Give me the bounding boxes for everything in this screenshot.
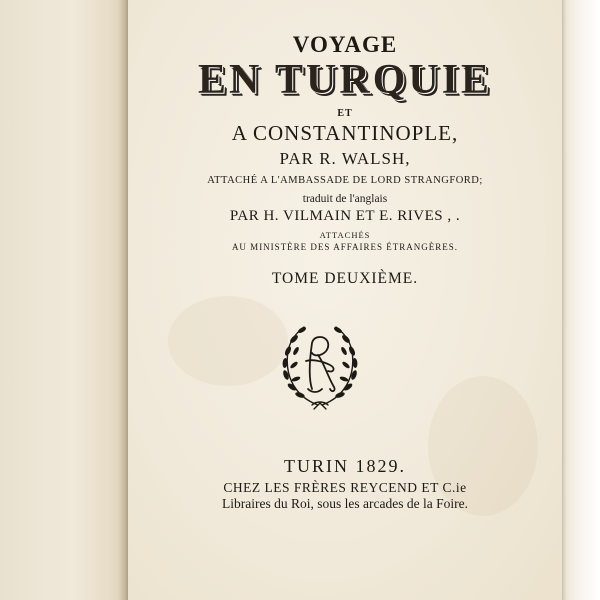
volume-label: TOME DEUXIÈME.	[271, 270, 419, 287]
heading-constantinople: A CONSTANTINOPLE,	[231, 121, 459, 145]
title-page	[128, 0, 562, 600]
left-facing-page	[0, 0, 132, 600]
paper-stain	[168, 296, 288, 386]
imprint-publisher: CHEZ LES FRÈRES REYCEND ET C.ie	[223, 480, 467, 495]
heading-et: ET	[337, 108, 353, 119]
imprint-address: Libraires du Roi, sous les arcades de la Foire.	[222, 496, 468, 511]
author-affiliation: ATTACHÉ A L'AMBASSADE DE LORD STRANGFORD;	[207, 175, 483, 186]
page-edges	[560, 0, 600, 600]
heading-voyage: VOYAGE	[292, 32, 398, 57]
translators-line: PAR H. VILMAIN ET E. RIVES , .	[229, 208, 461, 224]
author-line: PAR R. WALSH,	[279, 149, 411, 168]
translators-role: ATTACHÉS	[319, 230, 371, 240]
heading-title: EN TURQUIE	[197, 57, 493, 103]
translation-note: traduit de l'anglais	[302, 193, 388, 205]
translators-ministry: AU MINISTÈRE DES AFFAIRES ÉTRANGÈRES.	[231, 242, 459, 252]
laurel-wreath-monogram-icon	[278, 321, 362, 413]
imprint-city-year: TURIN 1829.	[284, 456, 406, 476]
